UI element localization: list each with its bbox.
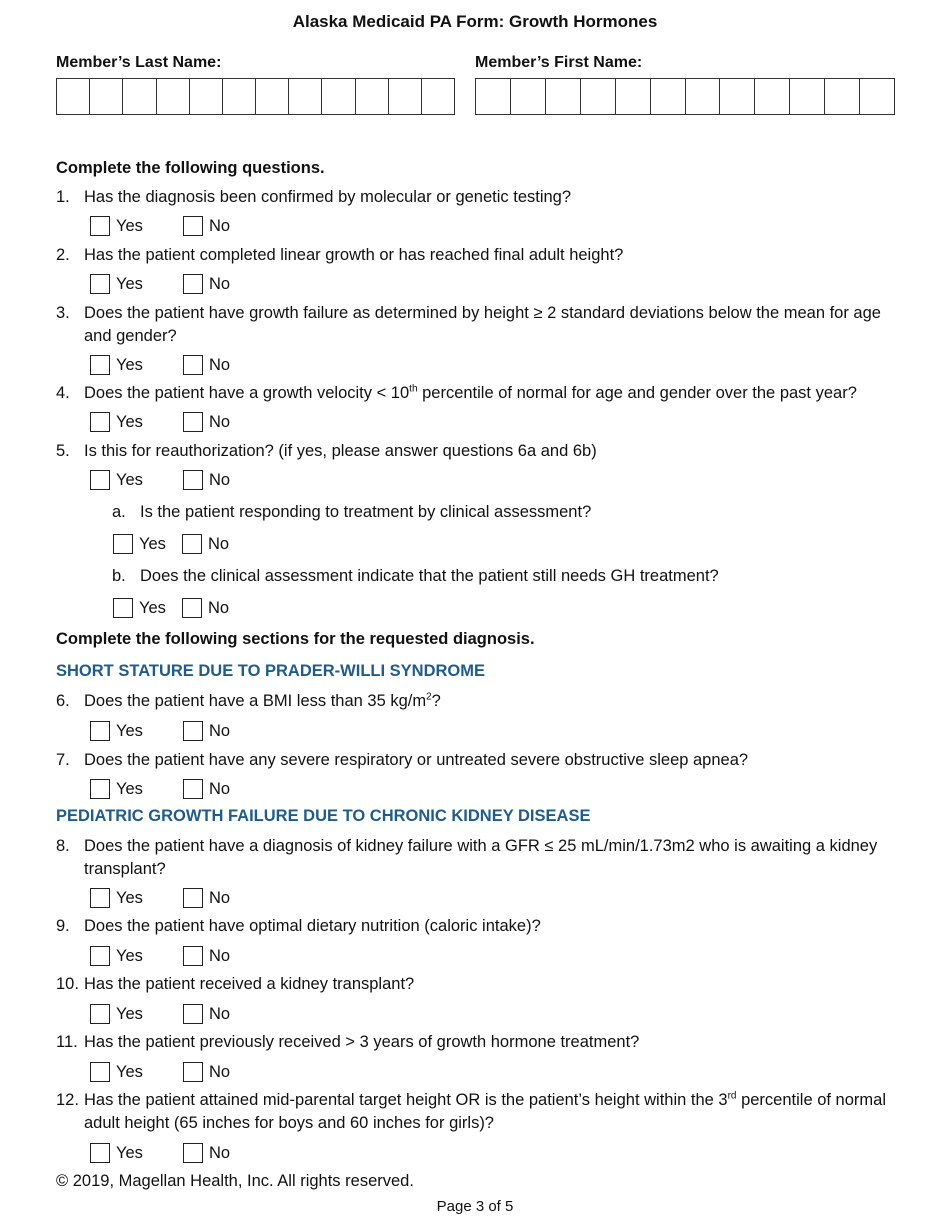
question-6 [56,690,901,713]
question-text: Is this for reauthorization? (if yes, please answer questions 6a and 6b) [84,442,597,460]
yes-label: Yes [116,356,143,374]
no-checkbox[interactable] [183,1004,203,1024]
question-10 [56,973,901,996]
question-2 [56,244,901,267]
question-3 [56,302,901,348]
copyright: © 2019, Magellan Health, Inc. All rights reserved. [56,1172,414,1190]
yes-label: Yes [116,722,143,740]
no-checkbox[interactable] [182,534,202,554]
yes-checkbox[interactable] [90,1004,110,1024]
question-8 [56,835,901,881]
no-checkbox[interactable] [183,1143,203,1163]
yes-checkbox[interactable] [90,946,110,966]
question-text: Does the patient have optimal dietary nutrition (caloric intake)? [84,917,541,935]
no-checkbox[interactable] [183,274,203,294]
question-text: Does the patient have growth failure as determined by height ≥ 2 standard deviations below the mean for age and gender? [84,304,881,345]
section-prader-willi: SHORT STATURE DUE TO PRADER-WILLI SYNDROME [56,662,485,680]
yes-checkbox[interactable] [90,1143,110,1163]
no-checkbox[interactable] [183,412,203,432]
no-checkbox[interactable] [183,779,203,799]
diagnosis-instructions: Complete the following sections for the requested diagnosis. [56,630,535,648]
yes-checkbox[interactable] [90,412,110,432]
first-name-field[interactable] [475,78,895,115]
yes-label: Yes [116,889,143,907]
question-text: Has the patient previously received > 3 years of growth hormone treatment? [84,1033,640,1051]
yes-checkbox[interactable] [90,470,110,490]
section-chronic-kidney-disease: PEDIATRIC GROWTH FAILURE DUE TO CHRONIC KIDNEY DISEASE [56,807,591,825]
no-label: No [209,722,231,740]
yes-checkbox[interactable] [113,534,133,554]
last-name-field[interactable] [56,78,455,115]
question-number: 9. [56,917,70,935]
first-name-label: Member’s First Name: [475,54,643,71]
question-number: 10. [56,975,79,993]
yes-label: Yes [116,947,143,965]
no-label: No [208,599,230,617]
no-label: No [209,1063,231,1081]
question-5a [112,501,892,524]
yes-checkbox[interactable] [90,216,110,236]
question-12 [56,1089,901,1135]
question-text: Does the patient have any severe respiratory or untreated severe obstructive sleep apnea? [84,751,749,769]
no-label: No [209,1005,231,1023]
yes-label: Yes [116,217,143,235]
question-number: 6. [56,692,70,710]
yes-label: Yes [116,413,143,431]
form-title: Alaska Medicaid PA Form: Growth Hormones [292,12,658,31]
yes-label: Yes [116,1063,143,1081]
no-checkbox[interactable] [183,216,203,236]
question-7 [56,749,901,772]
no-label: No [209,356,231,374]
question-text: Does the patient have a diagnosis of kidney failure with a GFR ≤ 25 mL/min/1.73m2 who is awaiting a kidney transplant? [84,837,878,878]
no-label: No [209,217,231,235]
question-number: 7. [56,751,70,769]
question-text: Does the patient have a growth velocity < 10th percentile of normal for age and gender over the past year? [84,383,857,402]
question-number: 12. [56,1091,79,1109]
question-text: Has the diagnosis been confirmed by molecular or genetic testing? [84,188,572,206]
question-number: 2. [56,246,70,264]
question-5 [56,440,901,463]
last-name-label: Member’s Last Name: [56,54,222,71]
no-label: No [209,1144,231,1162]
question-text: Is the patient responding to treatment by clinical assessment? [140,503,592,521]
question-number: 1. [56,188,70,206]
no-checkbox[interactable] [183,888,203,908]
no-checkbox[interactable] [183,946,203,966]
yes-checkbox[interactable] [90,274,110,294]
question-number: 4. [56,384,70,402]
question-number: 5. [56,442,70,460]
question-number: b. [112,567,126,585]
question-text: Does the patient have a BMI less than 35 $kg/m^2$? [84,691,441,710]
no-checkbox[interactable] [183,470,203,490]
yes-checkbox[interactable] [90,1062,110,1082]
yes-label: Yes [139,535,166,553]
no-checkbox[interactable] [183,1062,203,1082]
yes-label: Yes [116,1144,143,1162]
question-number: 11. [56,1033,78,1051]
yes-label: Yes [116,275,143,293]
yes-checkbox[interactable] [90,355,110,375]
question-text: Has the patient received a kidney transplant? [84,975,415,993]
question-text: Has the patient completed linear growth or has reached final adult height? [84,246,624,264]
question-text: Has the patient attained mid-parental target height OR is the patient’s height within the 3rd percentile of normal adult height (65 inches for boys and 60 inches for girls)? [84,1090,886,1132]
question-9 [56,915,901,938]
yes-checkbox[interactable] [90,779,110,799]
no-label: No [209,471,231,489]
yes-label: Yes [116,471,143,489]
no-checkbox[interactable] [183,355,203,375]
no-label: No [209,275,231,293]
yes-checkbox[interactable] [113,598,133,618]
yes-checkbox[interactable] [90,721,110,741]
no-label: No [209,947,231,965]
yes-checkbox[interactable] [90,888,110,908]
question-11 [56,1031,901,1054]
question-4 [56,382,916,405]
question-number: 3. [56,304,70,322]
questions-instructions: Complete the following questions. [56,159,325,177]
yes-label: Yes [116,1005,143,1023]
question-number: a. [112,503,126,521]
question-number: 8. [56,837,70,855]
question-text: Does the clinical assessment indicate that the patient still needs GH treatment? [140,567,719,585]
yes-label: Yes [139,599,166,617]
no-label: No [209,889,231,907]
question-5b [112,565,892,588]
yes-label: Yes [116,780,143,798]
no-label: No [209,780,231,798]
no-checkbox[interactable] [182,598,202,618]
question-1 [56,186,901,209]
no-checkbox[interactable] [183,721,203,741]
page-number: Page 3 of 5 [436,1198,514,1215]
no-label: No [208,535,230,553]
no-label: No [209,413,231,431]
